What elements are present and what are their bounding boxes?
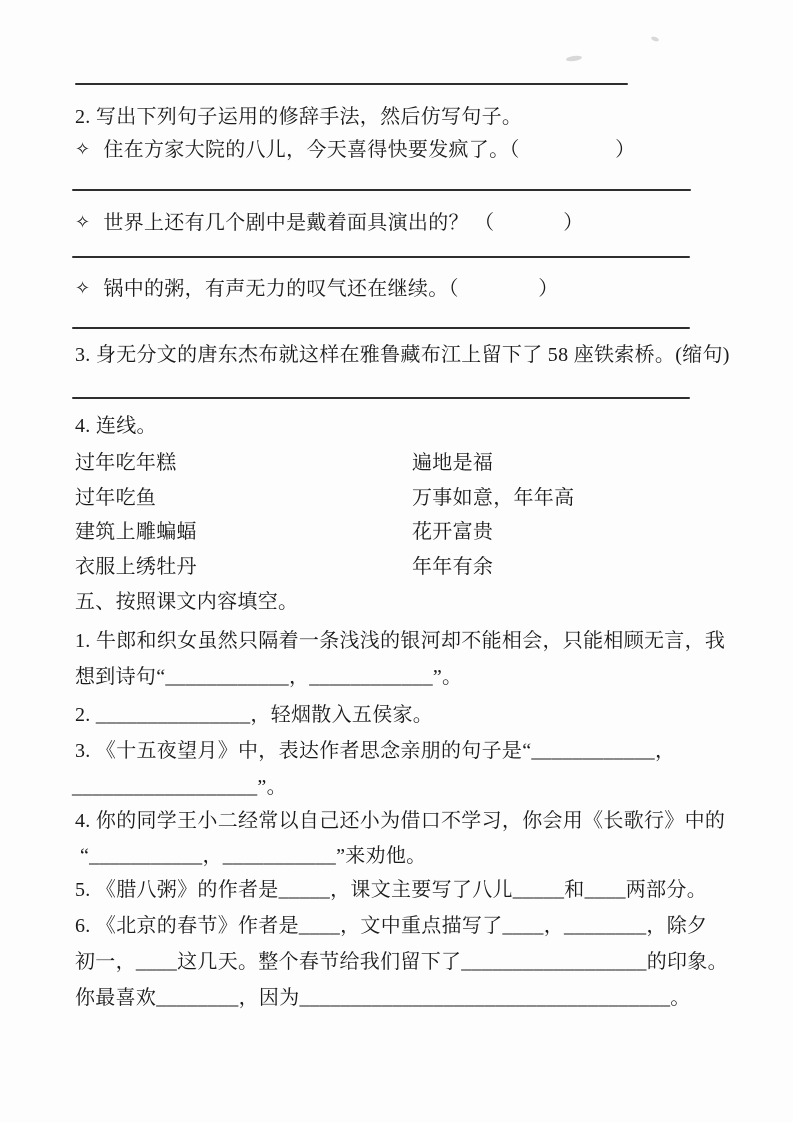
matching-left-item-4-text: 衣服上绣牡丹 <box>75 556 197 578</box>
answer-line <box>75 83 628 85</box>
matching-right-item-2 <box>412 485 574 511</box>
rhetoric-item-3-sentence: 锅中的粥，有声无力的叹气还在继续。 <box>103 278 449 300</box>
fill-q1-line2-text: 想到诗句“____________，____________”。 <box>75 666 463 688</box>
fill-q1-line1 <box>75 628 725 654</box>
question-4-title <box>75 413 157 439</box>
matching-right-item-1-text: 遍地是福 <box>412 452 494 474</box>
fill-q6-line1 <box>75 913 707 939</box>
rhetoric-item-3 <box>75 276 559 302</box>
fill-q4-line2 <box>80 843 426 869</box>
scan-artifact <box>566 55 583 62</box>
question-4-title-text: 4. 连线。 <box>75 415 157 437</box>
fill-q1-line2 <box>75 664 462 690</box>
matching-right-item-2-text: 万事如意，年年高 <box>412 487 575 509</box>
matching-right-item-1 <box>412 450 493 476</box>
fill-q4-line2-text: “___________，___________”来劝他。 <box>80 845 427 867</box>
matching-left-item-1 <box>75 450 177 476</box>
diamond-bullet-icon: ✧ <box>75 139 91 159</box>
matching-right-item-3-text: 花开富贵 <box>412 521 494 543</box>
fill-q4-line1 <box>75 808 725 834</box>
answer-line <box>72 189 691 191</box>
matching-left-item-1-text: 过年吃年糕 <box>75 452 177 474</box>
rhetoric-item-1-sentence: 住在方家大院的八儿，今天喜得快要发疯了。 <box>103 139 510 161</box>
matching-left-item-2-text: 过年吃鱼 <box>75 487 157 509</box>
matching-left-item-4 <box>75 554 197 580</box>
fill-q3-line1 <box>75 738 675 764</box>
matching-left-item-3 <box>75 519 197 545</box>
matching-left-item-3-text: 建筑上雕蝙蝠 <box>75 521 197 543</box>
fill-q2 <box>75 702 433 728</box>
fill-q6-line2 <box>75 949 728 975</box>
diamond-bullet-icon: ✧ <box>75 212 91 232</box>
fill-q1-line1-text: 1. 牛郎和织女虽然只隔着一条浅浅的银河却不能相会，只能相顾无言，我 <box>75 630 726 652</box>
answer-line <box>72 397 690 399</box>
matching-right-item-4-text: 年年有余 <box>412 556 494 578</box>
matching-right-item-4 <box>412 554 493 580</box>
scan-artifact <box>651 36 660 42</box>
diamond-bullet-icon: ✧ <box>75 278 91 298</box>
fill-q5-text: 5. 《腊八粥》的作者是_____，课文主要写了八儿_____和____两部分。 <box>75 879 707 901</box>
fill-q6-line3 <box>75 985 691 1011</box>
fill-q2-text: 2. _______________，轻烟散入五侯家。 <box>75 704 434 726</box>
rhetoric-item-2-answer-parens: （ ） <box>468 212 584 234</box>
rhetoric-item-1-answer-parens: （ ） <box>509 139 636 161</box>
question-2-prompt <box>75 104 522 130</box>
answer-line <box>72 256 690 258</box>
answer-line <box>72 327 690 329</box>
rhetoric-item-2-sentence: 世界上还有几个剧中是戴着面具演出的？ <box>103 212 469 234</box>
fill-q6-line2-text: 初一，____这几天。整个春节给我们留下了__________________的印象。 <box>75 951 728 973</box>
fill-q5 <box>75 877 707 903</box>
matching-right-item-3 <box>412 519 493 545</box>
rhetoric-item-1 <box>75 137 635 163</box>
fill-q6-line1-text: 6. 《北京的春节》作者是____，文中重点描写了____，________，除夕 <box>75 915 708 937</box>
fill-q3-line1-text: 3. 《十五夜望月》中，表达作者思念亲朋的句子是“____________， <box>75 740 676 762</box>
fill-q3-line2-text: __________________”。 <box>72 776 287 798</box>
rhetoric-item-3-answer-parens: （ ） <box>448 278 559 300</box>
fill-q4-line1-text: 4. 你的同学王小二经常以自己还小为借口不学习，你会用《长歌行》中的 <box>75 810 726 832</box>
section-five-heading <box>75 589 298 615</box>
question-2-prompt-text: 2. 写出下列句子运用的修辞手法，然后仿写句子。 <box>75 106 523 128</box>
fill-q6-line3-text: 你最喜欢________，因为____________________________________。 <box>75 987 691 1009</box>
question-3-text: 3. 身无分文的唐东杰布就这样在雅鲁藏布江上留下了 58 座铁索桥。(缩句) <box>75 344 730 366</box>
question-3-shorten <box>75 342 730 368</box>
section-five-heading-text: 五、按照课文内容填空。 <box>75 591 299 613</box>
matching-left-item-2 <box>75 485 156 511</box>
rhetoric-item-2 <box>75 210 584 236</box>
fill-q3-line2 <box>72 774 287 800</box>
